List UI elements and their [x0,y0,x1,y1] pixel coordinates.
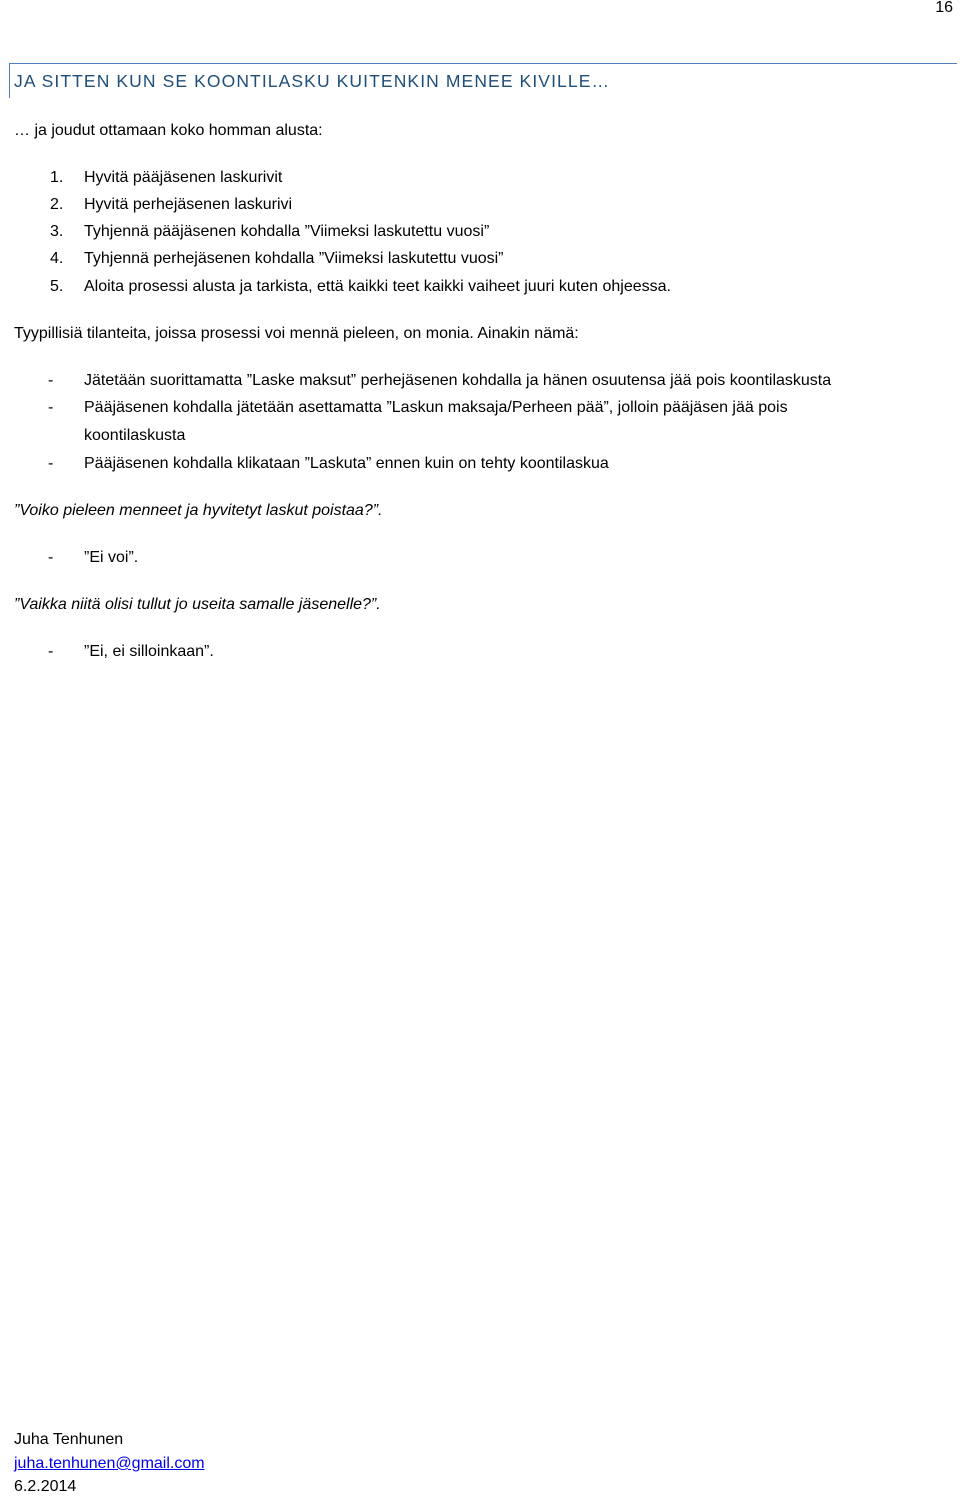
list-item-text: Tyhjennä pääjäsenen kohdalla ”Viimeksi laskutettu vuosi” [84,223,490,240]
bullet-dash: - [48,372,54,389]
footer-date: 6.2.2014 [14,1478,77,1495]
list-item-text: Hyvitä pääjäsenen laskurivit [84,169,283,186]
list-item [50,277,671,297]
bullet-text-continued: koontilaskusta [84,427,186,444]
list-item [50,195,292,215]
list-item [50,249,504,269]
list-item-number: 4. [50,250,64,267]
answer-text: ”Ei, ei silloinkaan”. [84,643,214,660]
typical-situations-text: Tyypillisiä tilanteita, joissa prosessi voi mennä pieleen, on monia. Ainakin nämä: [14,325,579,342]
bullet-text: Pääjäsenen kohdalla klikataan ”Laskuta” ennen kuin on tehty koontilaskua [84,455,609,472]
bullet-text: Jätetään suorittamatta ”Laske maksut” perhejäsenen kohdalla ja hänen osuutensa jää pois koontilaskusta [84,372,832,389]
list-item-number: 3. [50,223,64,240]
bullet-dash: - [48,455,54,472]
list-item-number: 2. [50,196,64,213]
answer-text: ”Ei voi”. [84,549,139,566]
bullet-text: Pääjäsenen kohdalla jätetään asettamatta ”Laskun maksaja/Perheen pää”, jolloin pääjäsen jää pois [84,399,788,416]
answer-dash: - [48,549,54,566]
intro-text: … ja joudut ottamaan koko homman alusta: [14,122,323,139]
footer-email-link[interactable]: juha.tenhunen@gmail.com [14,1455,205,1472]
list-item [50,168,282,188]
footer-author-name: Juha Tenhunen [14,1431,124,1448]
list-item-text: Tyhjennä perhejäsenen kohdalla ”Viimeksi laskutettu vuosi” [84,250,504,267]
list-item-number: 5. [50,278,64,295]
list-item-number: 1. [50,169,64,186]
page-number: 16 [935,0,953,16]
list-item [50,222,489,242]
section-heading: JA SITTEN KUN SE KOONTILASKU KUITENKIN MENEE KIVILLE… [14,71,611,91]
section-heading-box [9,63,957,98]
question-2: ”Vaikka niitä olisi tullut jo useita samalle jäsenelle?”. [14,596,381,613]
list-item-text: Hyvitä perhejäsenen laskurivi [84,196,293,213]
question-1: ”Voiko pieleen menneet ja hyvitetyt laskut poistaa?”. [14,502,383,519]
list-item-text: Aloita prosessi alusta ja tarkista, että kaikki teet kaikki vaiheet juuri kuten ohjeessa. [84,278,671,295]
bullet-dash: - [48,399,54,416]
answer-dash: - [48,643,54,660]
